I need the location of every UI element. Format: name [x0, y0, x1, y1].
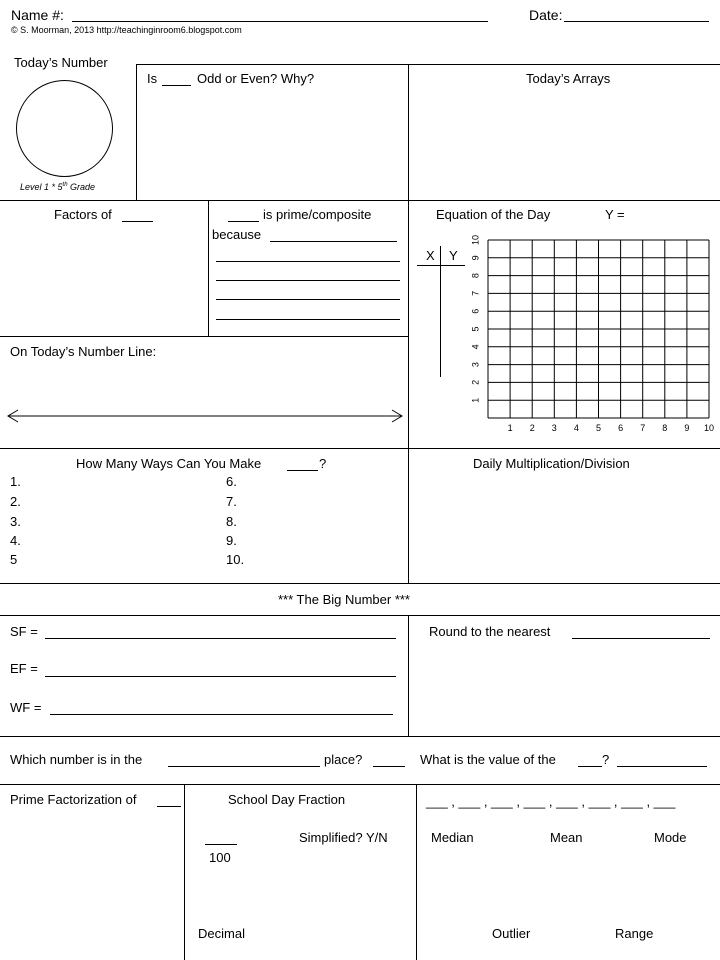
prime-factorization-title: Prime Factorization of: [10, 792, 137, 807]
grid-line: [184, 784, 185, 960]
sf-label: SF =: [10, 624, 38, 639]
x-tick-label: 10: [703, 423, 715, 433]
prime-factorization-blank[interactable]: [157, 806, 181, 807]
because-label: because: [212, 227, 262, 242]
y-tick-label: 1: [470, 397, 481, 403]
grid-line: [0, 336, 409, 337]
x-tick-label: 6: [618, 423, 624, 433]
ways-item: 1.: [10, 474, 21, 489]
y-tick-label: 10: [470, 234, 481, 246]
because-line[interactable]: [216, 319, 400, 320]
equation-y-label: Y =: [605, 207, 625, 222]
y-tick-label: 5: [470, 326, 481, 332]
x-tick-label: 7: [640, 423, 646, 433]
because-line[interactable]: [216, 261, 400, 262]
value-qmark: ?: [602, 752, 610, 767]
ways-item: 3.: [10, 514, 21, 529]
x-tick-label: 5: [595, 423, 602, 433]
y-tick-label: 2: [470, 379, 481, 385]
ways-item: 2.: [10, 494, 21, 509]
name-field[interactable]: [72, 21, 488, 22]
because-line[interactable]: [216, 299, 400, 300]
grid-line: [0, 583, 720, 584]
odd-even-question: Odd or Even? Why?: [197, 71, 315, 86]
decimal-label: Decimal: [198, 926, 245, 941]
value-of-label: What is the value of the: [420, 752, 556, 767]
ways-item: 8.: [226, 514, 237, 529]
fraction-numerator-blank[interactable]: [205, 844, 237, 845]
x-tick-label: 2: [529, 423, 535, 433]
data-set-blanks[interactable]: ___ , ___ , ___ , ___ , ___ , ___ , ___ , ___: [426, 794, 676, 809]
big-number-title: *** The Big Number ***: [278, 592, 410, 607]
grid-line: [0, 615, 720, 616]
xy-table-y-header: Y: [449, 248, 458, 263]
range-label: Range: [615, 926, 654, 941]
x-tick-label: 4: [573, 423, 579, 433]
x-axis-labels: [508, 423, 714, 433]
sf-field[interactable]: [45, 638, 396, 639]
x-tick-label: 3: [551, 423, 557, 433]
grid-line: [208, 200, 209, 336]
arrays-title: Today’s Arrays: [526, 71, 611, 86]
y-axis-labels: [470, 235, 480, 403]
grid-line: [416, 784, 417, 960]
odd-even-blank[interactable]: [162, 85, 191, 86]
grid-line: [0, 200, 720, 201]
xy-table-rule: [440, 246, 441, 377]
grid-line: [408, 615, 409, 736]
x-tick-label: 8: [662, 423, 668, 433]
xy-table-rule: [417, 265, 465, 266]
y-tick-label: 8: [470, 273, 481, 279]
place-name-field[interactable]: [168, 766, 320, 767]
simplified-label: Simplified? Y/N: [299, 830, 388, 845]
grade-level: Level 1 * 5th Grade: [20, 182, 96, 192]
outlier-label: Outlier: [492, 926, 531, 941]
ways-item: 9.: [226, 533, 237, 548]
ef-label: EF =: [10, 661, 38, 676]
value-of-blank[interactable]: [578, 766, 602, 767]
value-answer-field[interactable]: [617, 766, 707, 767]
ways-qmark: ?: [319, 456, 327, 471]
ways-blank[interactable]: [287, 470, 318, 471]
x-tick-label: 9: [684, 423, 690, 433]
grid-line: [0, 784, 720, 785]
place-label: place?: [324, 752, 363, 767]
because-line[interactable]: [216, 280, 400, 281]
equation-title: Equation of the Day: [436, 207, 551, 222]
because-line[interactable]: [270, 241, 397, 242]
median-label: Median: [431, 830, 474, 845]
prime-title: is prime/composite: [263, 207, 372, 222]
number-line-arrow[interactable]: [6, 408, 404, 424]
y-tick-label: 6: [470, 308, 481, 314]
ways-title: How Many Ways Can You Make: [76, 456, 262, 471]
factors-blank[interactable]: [122, 221, 153, 222]
factors-title: Factors of: [54, 207, 112, 222]
credit-text: © S. Moorman, 2013 http://teachinginroom6.blogspot.com: [11, 25, 242, 35]
todays-number-title: Today’s Number: [14, 55, 108, 70]
round-field[interactable]: [572, 638, 710, 639]
wf-field[interactable]: [50, 714, 393, 715]
ways-item: 6.: [226, 474, 237, 489]
y-tick-label: 4: [470, 344, 481, 350]
fraction-denominator: 100: [209, 850, 231, 865]
fraction-title: School Day Fraction: [228, 792, 346, 807]
x-tick-label: 1: [507, 423, 513, 433]
grid-line: [408, 64, 409, 583]
wf-label: WF =: [10, 700, 42, 715]
name-label: Name #:: [11, 7, 64, 23]
y-tick-label: 3: [470, 362, 481, 368]
grid-line: [0, 448, 720, 449]
y-tick-label: 7: [470, 290, 481, 296]
y-tick-label: 9: [470, 255, 481, 261]
mult-div-title: Daily Multiplication/Division: [473, 456, 630, 471]
ways-item: 7.: [226, 494, 237, 509]
mode-label: Mode: [654, 830, 687, 845]
place-answer-field[interactable]: [373, 766, 405, 767]
number-line-title: On Today’s Number Line:: [10, 344, 157, 359]
ways-item: 10.: [226, 552, 245, 567]
grid-line: [136, 64, 137, 200]
prime-blank[interactable]: [228, 221, 259, 222]
ef-field[interactable]: [45, 676, 396, 677]
date-field[interactable]: [564, 21, 709, 22]
mean-label: Mean: [550, 830, 583, 845]
which-number-label: Which number is in the: [10, 752, 143, 767]
xy-table-x-header: X: [426, 248, 435, 263]
date-label: Date:: [529, 7, 563, 23]
round-label: Round to the nearest: [429, 624, 551, 639]
grid-line: [136, 64, 720, 65]
todays-number-circle[interactable]: [16, 80, 113, 177]
grid-lines: [488, 240, 709, 418]
ways-item: 5: [10, 552, 18, 567]
coordinate-grid[interactable]: [466, 230, 716, 436]
ways-item: 4.: [10, 533, 21, 548]
grid-line: [0, 736, 720, 737]
odd-even-prefix: Is: [147, 71, 158, 86]
